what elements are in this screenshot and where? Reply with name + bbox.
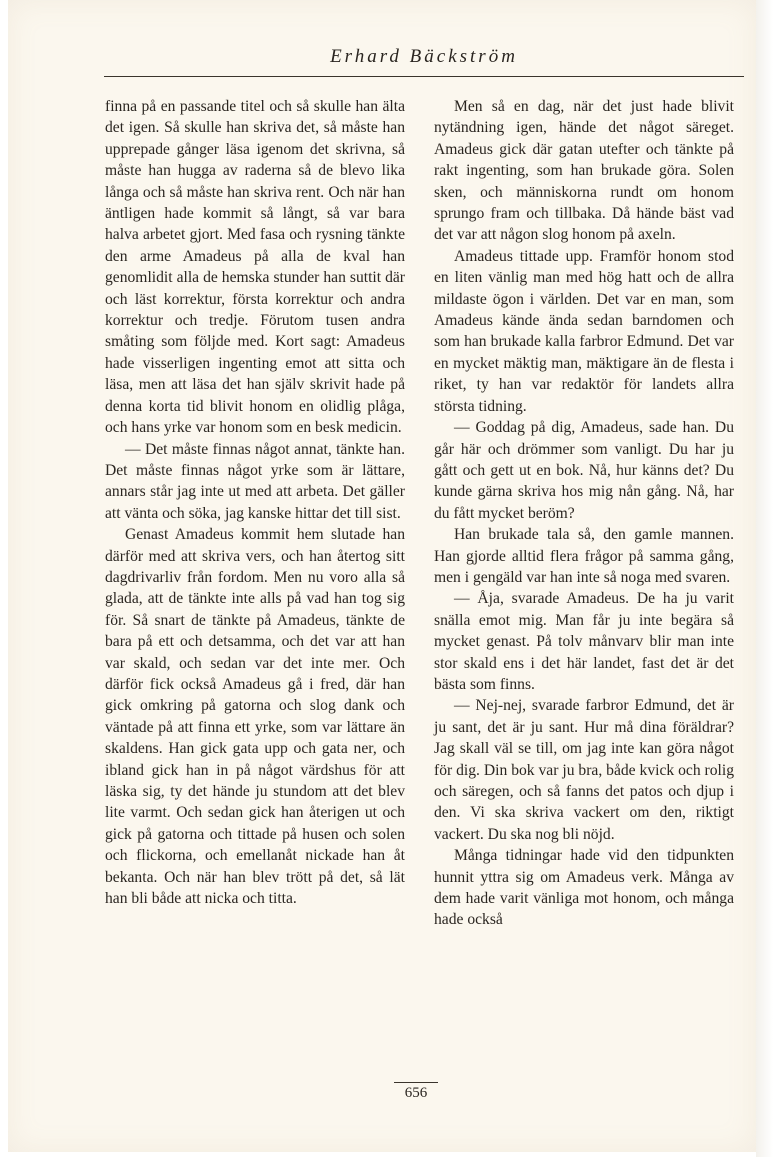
paragraph: Många tidningar hade vid den tidpunkten hunnit yttra sig om Amadeus verk. Många av dem hade varit vänliga mot honom, och många hade också <box>434 847 734 929</box>
paragraph: Han brukade tala så, den gamle mannen. Han gjorde alltid flera frågor på samma gång, men i gengäld var han inte så noga med svaren. <box>434 526 734 586</box>
header-rule <box>104 76 744 77</box>
paragraph: — Goddag på dig, Amadeus, sade han. Du går här och drömmer som vanligt. Du har ju gått och gett ut en bok. Nå, hur känns det? Du kunde gärna skriva hos mig nån gång. Nå, har du fått mycket beröm? <box>434 419 734 522</box>
left-column <box>105 96 405 909</box>
paragraph: — Åja, svarade Amadeus. De ha ju varit snälla emot mig. Man får ju inte begära så mycket genast. På tolv månvarv blir man inte stor skald ens i det här landet, fast det är det bästa som finns. <box>434 590 734 693</box>
running-header: Erhard Bäckström <box>330 46 518 67</box>
paragraph: finna på en passande titel och så skulle han älta det igen. Så skulle han skriva det, så måste han upprepade gånger läsa igenom det skrivna, så måste han hugga av raderna så de blevo lika långa och så måste han skriva rent. Och när han äntligen hade kommit så långt, så var bara halva arbetet gjort. Med fasa och rysning tänkte den arme Amadeus på alla de kval han genomlidit alla de hemska stunder han suttit där och läst korrektur, första korrektur och andra korrektur och tredje. Förutom tusen andra småting som följde med. Kort sagt: Amadeus hade visserligen ingenting emot att sitta och läsa, men att läsa det han själv skrivit hade på denna korta tid blivit honom en olidlig plåga, och hans yrke var honom som en besk medicin. <box>105 98 405 437</box>
paragraph: Men så en dag, när det just hade blivit nytändning igen, hände det något säreget. Amadeus gick där gatan utefter och tänkte på rakt ingenting, som han brukade göra. Solen sken, och människorna rundt om honom sprungo fram och tillbaka. Då hände bäst vad det var att någon slog honom på axeln. <box>434 98 734 244</box>
paragraph: Amadeus tittade upp. Framför honom stod en liten vänlig man med hög hatt och de allra mildaste ögon i världen. Det var en man, som Amadeus kände ända sedan barndomen och som han brukade kalla farbror Edmund. Det var en mycket mäktig man, mäktigare än de flesta i riket, ty han var redaktör för landets allra största tidning. <box>434 247 734 415</box>
paragraph: Genast Amadeus kommit hem slutade han därför med att skriva vers, och han återtog sitt dagdrivarliv från fordom. Men nu voro alla så glada, att de tänkte inte alls på vad han tog sig för. Så snart de tänkte på Amadeus, tänkte de bara på ett och detsamma, och det var att han var skald, och sedan var det inte mer. Och därför fick också Amadeus gå i fred, där han gick omkring på gatorna och slog dank och väntade på att finna ett yrke, som var lättare än skaldens. Han gick gata upp och gata ner, och ibland gick han in på något värdshus för att läska sig, ty det hände ju stundom att det blev lite varmt. Och sedan gick han återigen ut och gick på gatorna och tittade på husen och solen och flickorna, och emellanåt nickade han åt bekanta. Och när han blev trött på det, så lät han bli både att nicka och titta. <box>105 526 405 908</box>
paragraph: — Nej-nej, svarade farbror Edmund, det är ju sant, det är ju sant. Hur må dina föräldrar? Jag skall väl se till, om jag inte kan göra något för dig. Din bok var ju bra, både kvick och rolig och säregen, och så fanns det patos och djup i den. Vi ska skriva vackert om den, riktigt vackert. Du ska nog bli nöjd. <box>434 697 734 843</box>
right-column <box>434 96 734 931</box>
book-page <box>8 0 756 1152</box>
page-edge <box>756 0 773 1157</box>
paragraph: — Det måste finnas något annat, tänkte han. Det måste finnas något yrke som är lättare, annars står jag inte ut med att arbeta. Det gäller att vänta och söka, jag kanske hittar det till sist. <box>105 440 405 522</box>
page-number: 656 <box>394 1082 438 1102</box>
